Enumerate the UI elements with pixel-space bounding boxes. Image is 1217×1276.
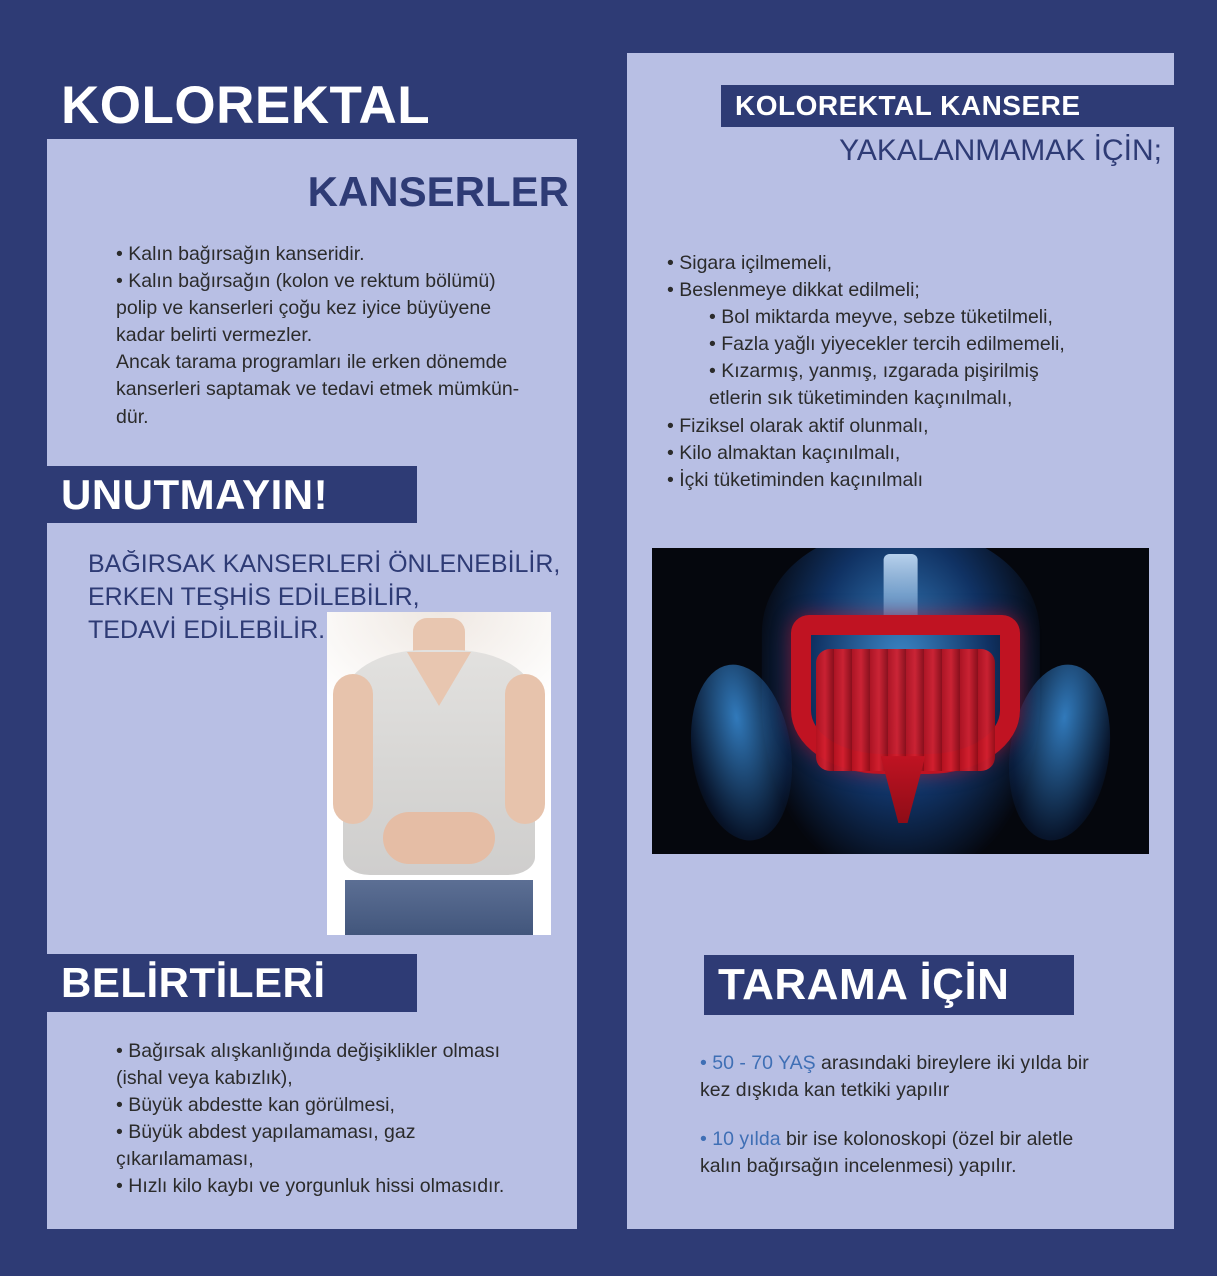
unutmayin-heading-bar: UNUTMAYIN! [47,466,417,523]
screening-rest: arasındaki bireylere iki yılda bir [815,1052,1089,1074]
symptom-line: • Hızlı kilo kaybı ve yorgunluk hissi olmasıdır. [116,1175,505,1198]
intro-line: polip ve kanserleri çoğu kez iyice büyüyene [116,297,492,320]
screening-second-line: kez dışkıda kan tetkiki yapılır [700,1079,950,1102]
tarama-heading-bar: TARAMA İÇİN [704,955,1074,1015]
prevention-line: • Fiziksel olarak aktif olunmalı, [667,414,929,437]
photo-right-arm [505,674,545,824]
symptom-line: (ishal veya kabızlık), [116,1067,293,1090]
prevention-line: • İçki tüketiminden kaçınılmalı [667,468,924,491]
left-title-bar: KOLOREKTAL [47,72,533,138]
symptom-line: • Bağırsak alışkanlığında değişiklikler olması [116,1040,501,1062]
prevention-line: • Bol miktarda meyve, sebze tüketilmeli, [709,306,1053,329]
prevention-line: • Kilo almaktan kaçınılmalı, [667,441,901,464]
prevention-line: • Beslenmeye dikkat edilmeli; [667,279,920,302]
left-title-subheading: KANSERLER [307,168,569,215]
screening-item [700,1050,1170,1104]
right-title-line: İÇİN; [1093,134,1162,167]
belirtileri-heading-bar: BELİRTİLERİ [47,954,417,1012]
prevention-line: etlerin sık tüketiminden kaçınılmalı, [709,387,1013,410]
anatomy-small-intestine [816,649,995,771]
intro-line: Ancak tarama programları ile erken dönemde [116,351,508,374]
symptom-line: • Büyük abdestte kan görülmesi, [116,1094,395,1117]
symptom-line: çıkarılamaması, [116,1148,254,1171]
woman-abdominal-pain-photo [327,612,551,935]
intro-line: dür. [116,405,149,428]
right-title-subheading [627,133,1174,170]
screening-item [700,1126,1170,1180]
symptoms-text-block [116,1038,586,1201]
unutmayin-line: ERKEN TEŞHİS EDİLEBİLİR, [88,583,420,611]
screening-rest: bir ise kolonoskopi (özel bir aletle [780,1128,1074,1151]
intro-text-block [116,241,586,431]
prevention-line: • Kızarmış, yanmış, ızgarada pişirilmiş [709,360,1039,383]
prevention-line: • Sigara içilmemeli, [667,252,833,274]
unutmayin-line: TEDAVİ EDİLEBİLİR. [88,616,326,644]
unutmayin-line: BAĞIRSAK KANSERLERİ ÖNLENEBİLİR, [88,550,561,578]
intro-line: • Kalın bağırsağın kanseridir. [116,243,365,265]
intro-line: • Kalın bağırsağın (kolon ve rektum bölümü) [116,270,496,293]
intro-line: kanserleri saptamak ve tedavi etmek mümkün- [116,378,520,401]
photo-left-arm [333,674,373,824]
photo-hands [383,812,495,864]
screening-second-line: kalın bağırsağın incelenmesi) yapılır. [700,1155,1017,1178]
intro-line: kadar belirti vermezler. [116,324,313,347]
symptom-line: • Büyük abdest yapılamaması, gaz [116,1121,416,1144]
photo-jeans [345,880,533,935]
screening-highlight: • 10 yılda [700,1128,781,1151]
prevention-text-block [667,250,1167,494]
screening-text-block [700,1050,1170,1202]
right-title-bar: KOLOREKTAL KANSERE [721,85,1174,127]
right-title-line: YAKALANMAMAK [839,134,1086,167]
colorectal-anatomy-image [652,548,1149,854]
screening-highlight: • 50 - 70 YAŞ [700,1052,816,1074]
prevention-line: • Fazla yağlı yiyecekler tercih edilmemeli, [709,333,1065,356]
